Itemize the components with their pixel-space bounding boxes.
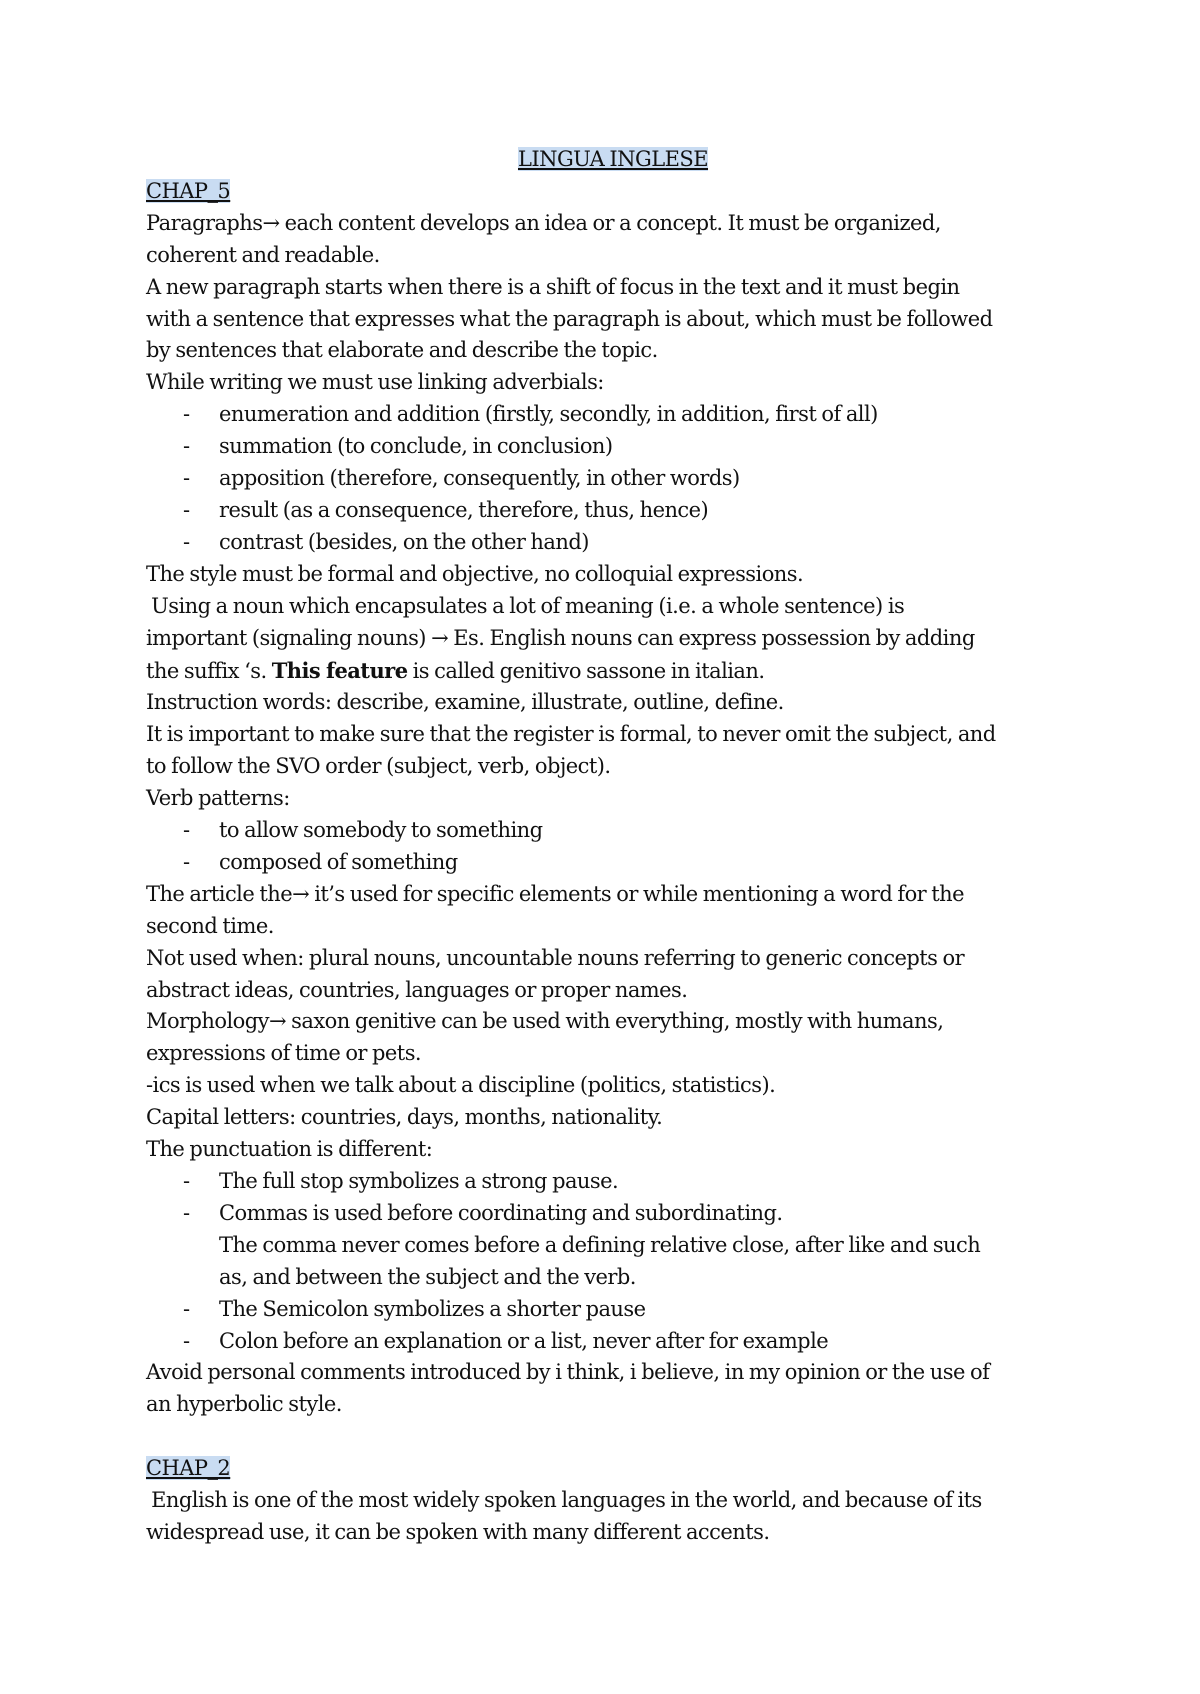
list-item-text: enumeration and addition (firstly, secondly, in addition, first of all) [219,402,878,427]
list-item-continuation: as, and between the subject and the verb. [219,1264,636,1289]
list-item [146,847,1080,879]
list-item-text: to allow somebody to something [219,818,543,843]
paragraph-line: While writing we must use linking adverbials: [146,370,604,395]
paragraph-line: English is one of the most widely spoken languages in the world, and because of its [146,1488,982,1513]
paragraph-line: A new paragraph starts when there is a shift of focus in the text and it must begin [146,274,960,299]
list-item [146,527,1080,559]
list-item [146,1326,1080,1358]
list-item-text: result (as a consequence, therefore, thus, hence) [219,497,709,522]
paragraph-line: to follow the SVO order (subject, verb, object). [146,754,611,779]
paragraph-line: an hyperbolic style. [146,1392,342,1417]
list-item-text: Commas is used before coordinating and subordinating. [219,1200,783,1225]
list-dash: - [183,434,190,459]
list-dash: - [183,466,190,491]
chap2-heading: CHAP_2 [146,1456,231,1481]
bold-text: This feature [271,657,408,683]
list-dash: - [183,849,190,874]
text-run: is called genitivo sassone in italian. [407,658,765,683]
list-item-text: summation (to conclude, in conclusion) [219,434,613,459]
paragraph-line [146,655,1080,688]
paragraph-line: important (signaling nouns) → Es. English nouns can express possession by adding [146,625,975,650]
list-item-text: The Semicolon symbolizes a shorter pause [219,1296,646,1321]
list-dash: - [183,529,190,554]
paragraph-line: -ics is used when we talk about a discipline (politics, statistics). [146,1073,776,1098]
list-dash: - [183,497,190,522]
paragraph-line: The punctuation is different: [146,1137,433,1162]
chap2-heading-line [146,1453,1080,1485]
blank-line [146,1421,1080,1453]
paragraph-line: It is important to make sure that the register is formal, to never omit the subject, and [146,722,996,747]
list-item-text: composed of something [219,849,458,874]
list-item-text: The full stop symbolizes a strong pause. [219,1169,619,1193]
list-item [146,399,1080,431]
paragraph-line: The style must be formal and objective, no colloquial expressions. [146,561,804,586]
document-title-line [146,144,1080,176]
list-item-text: apposition (therefore, consequently, in other words) [219,466,740,491]
paragraph-line: Using a noun which encapsulates a lot of meaning (i.e. a whole sentence) is [146,593,905,618]
paragraph-line: The article the→ it’s used for specific elements or while mentioning a word for the [146,881,965,906]
list-item [146,495,1080,527]
paragraph-line: with a sentence that expresses what the paragraph is about, which must be followed [146,306,993,331]
list-item [146,815,1080,847]
paragraph-line: Instruction words: describe, examine, illustrate, outline, define. [146,690,784,715]
list-item [146,1166,1080,1198]
paragraph-line: second time. [146,913,274,938]
list-item [146,463,1080,495]
list-item-text: contrast (besides, on the other hand) [219,529,589,554]
paragraph-line: widespread use, it can be spoken with many different accents. [146,1519,770,1544]
list-item [146,1198,1080,1230]
list-dash: - [183,818,190,843]
paragraph-line: abstract ideas, countries, languages or proper names. [146,977,688,1002]
paragraph-line: Verb patterns: [146,786,290,811]
list-dash: - [183,402,190,427]
text-run: the suffix ‘s. [146,658,272,683]
list-item [146,431,1080,463]
paragraph-line: Morphology→ saxon genitive can be used with everything, mostly with humans, [146,1009,944,1034]
paragraph-line: Not used when: plural nouns, uncountable nouns referring to generic concepts or [146,945,965,970]
list-dash: - [183,1296,190,1321]
list-item-continuation: The comma never comes before a defining relative close, after like and such [219,1232,981,1257]
list-item-text: Colon before an explanation or a list, never after for example [219,1328,829,1353]
document-title: LINGUA INGLESE [517,147,709,171]
paragraph-line: Capital letters: countries, days, months, nationality. [146,1105,663,1130]
chap5-heading-line [146,176,1080,208]
list-item [146,1294,1080,1326]
paragraph-line: Paragraphs→ each content develops an idea or a concept. It must be organized, [146,210,941,235]
chap5-heading: CHAP_5 [146,178,231,203]
list-dash: - [183,1328,190,1353]
list-dash: - [183,1169,190,1193]
paragraph-line: expressions of time or pets. [146,1041,422,1066]
list-dash: - [183,1200,190,1225]
paragraph-line: by sentences that elaborate and describe the topic. [146,338,658,363]
paragraph-line: coherent and readable. [146,242,380,267]
paragraph-line: Avoid personal comments introduced by i think, i believe, in my opinion or the use of [146,1360,990,1385]
